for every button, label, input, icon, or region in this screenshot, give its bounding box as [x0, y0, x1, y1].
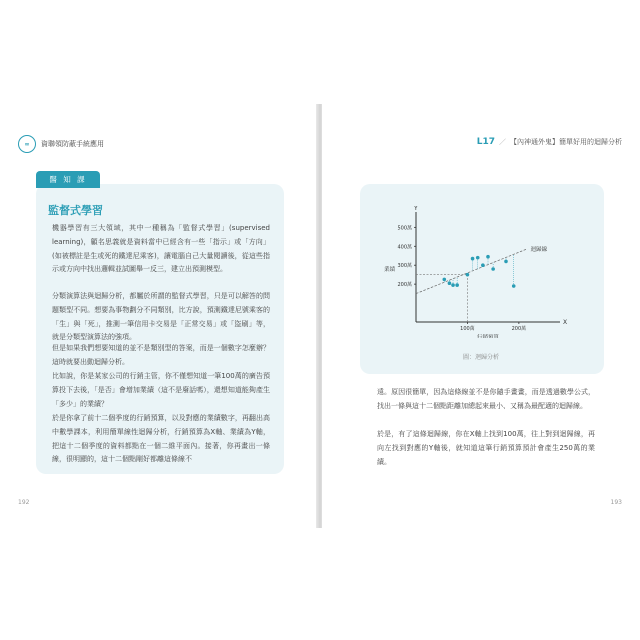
y-tick-label: 500萬 — [397, 225, 412, 232]
data-point — [455, 283, 459, 287]
x-tick-label: 200萬 — [511, 326, 527, 332]
right-page — [322, 104, 640, 528]
chapter-number: L17 — [476, 137, 495, 147]
left-paragraph-3: 但是如果我們想要知道的並不是類別型的答案，而是一個數字怎麼辦？這時就要出動迴歸分析。 — [52, 344, 270, 366]
regression-line-label: 迴歸線 — [530, 247, 548, 254]
y-axis-letter: Y — [414, 206, 418, 212]
data-point — [481, 263, 485, 267]
x-tick-label: 100萬 — [460, 326, 475, 332]
left-paragraph-2: 分類演算法與迴歸分析，都屬於所謂的監督式學習，只是可以解答的問題類型不同。想要為事物劃分不同類別，比方說，預測鐵達尼號乘客的「生」與「死」，推測一筆信用卡交易是「正常交易」或「盜刷」等，就是分類型演算法的強項。 — [52, 292, 270, 342]
y-tick-label: 200萬 — [397, 282, 412, 289]
data-point — [471, 257, 475, 261]
left-header-title: 資聯領防蔽手統應用 — [41, 140, 104, 148]
regression-line — [416, 249, 527, 293]
data-point — [491, 267, 495, 271]
section-title: 監督式學習 — [48, 204, 103, 217]
concept-tag: 醫 知 課 — [36, 171, 100, 188]
left-paragraph-4: 比如說，你是某家公司的行銷主管，你不僅想知道一筆100萬的廣告預算投下去後，「是否」會增加業績（這不是廢話嗎），還想知道能夠產生「多少」的業績？ — [52, 372, 270, 408]
right-folio: 193 — [610, 499, 622, 506]
y-axis-label: 業績 — [384, 266, 396, 273]
regression-chart — [384, 206, 574, 338]
data-point — [448, 281, 452, 285]
left-paragraph-1: 機器學習有三大領域，其中一種稱為「監督式學習」(supervised learning)，顧名思義就是資料當中已經含有一些「指示」或「方向」(如被標註是生或死的鐵達尼乘客)，讓電腦自己大量閱讀後，從這些指示或方向中找出邏輯並試圖舉一反三，建立出預測模型。 — [52, 224, 270, 274]
data-point — [512, 284, 516, 288]
right-paragraph-2: 於是，有了這條迴歸線，你在X軸上找到100萬，往上對到迴歸線，再向左找到對應的Y軸後，就知道這筆行銷預算預計會產生250萬的業績。 — [377, 430, 595, 466]
data-point — [451, 283, 455, 287]
left-paragraph-5: 於是你拿了前十二個季度的行銷預算，以及對應的業績數字，再翻出高中數學課本，利用簡單線性迴歸分析，行銷預算為X軸、業績為Y軸，把這十二個季度的資料都點在一個二維平面內。接著，你再畫出一條線，很明顯的，這十二個點剛好都離這條線不 — [52, 414, 270, 464]
figure-caption: 圖：迴歸分析 — [462, 354, 499, 361]
x-axis-label: 行銷預算 — [476, 335, 500, 338]
right-header-title: 【內神通外鬼】簡單好用的迴歸分析 — [510, 138, 622, 146]
left-folio: 192 — [18, 499, 30, 506]
data-point — [476, 256, 480, 260]
book-logo-icon: ∞ — [18, 135, 36, 153]
right-header — [477, 137, 622, 147]
left-header — [18, 135, 104, 153]
y-tick-label: 400萬 — [397, 244, 412, 251]
x-axis-letter: X — [563, 319, 568, 326]
y-tick-label: 300萬 — [397, 263, 412, 270]
left-page — [0, 104, 318, 528]
data-point — [442, 278, 446, 282]
data-point — [466, 273, 470, 277]
data-point — [486, 255, 490, 259]
chart-svg — [384, 206, 574, 338]
right-paragraph-1: 遠。原因很簡單，因為這條線並不是你隨手畫畫，而是透過數學公式，找出一條與這十二個點距離加總起來最小、又稱為最配適的迴歸線。 — [377, 388, 595, 410]
header-slash: ／ — [499, 138, 506, 146]
book-spread — [0, 104, 640, 528]
data-point — [504, 260, 508, 264]
